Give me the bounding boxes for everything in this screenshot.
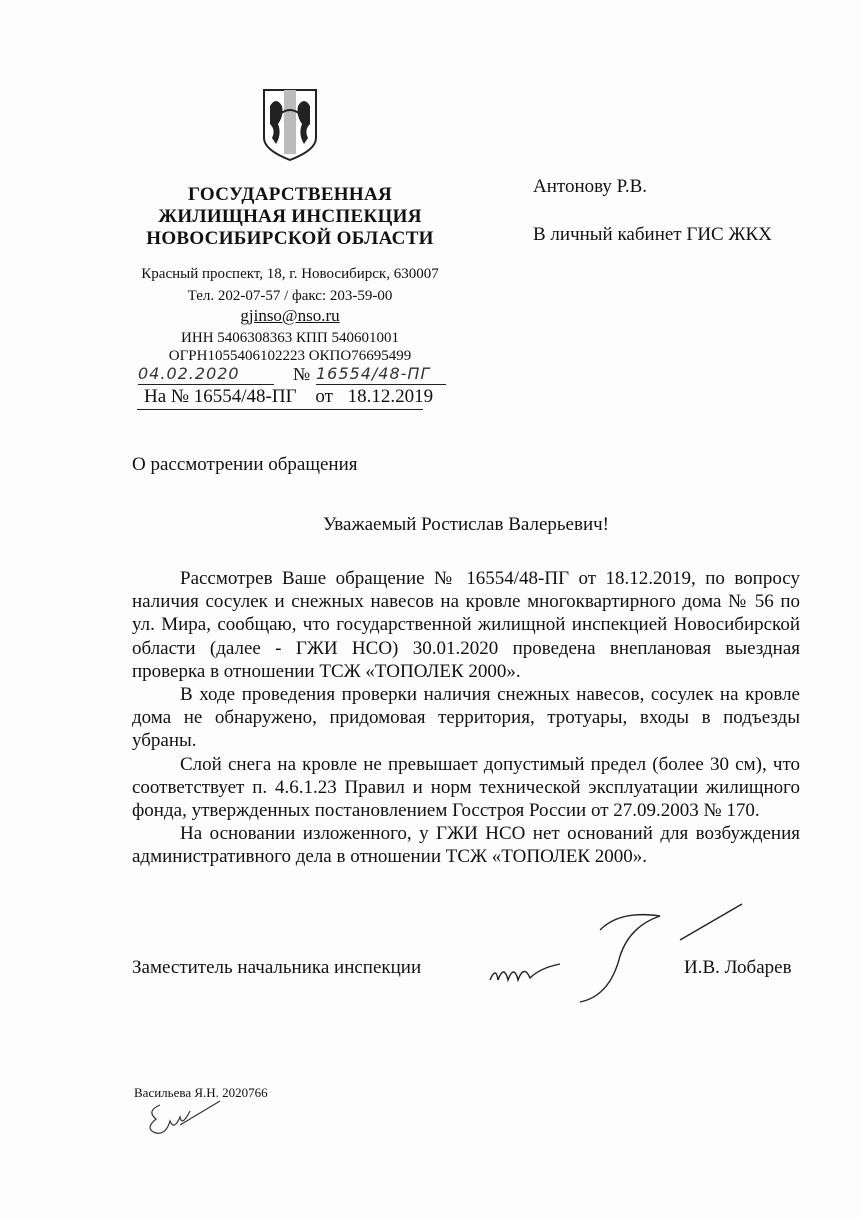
outgoing-date: 04.02.2020 (138, 364, 240, 383)
reply-reference (144, 386, 433, 408)
recipient-name: Антонову Р.В. (533, 176, 648, 197)
subject: О рассмотрении обращения (132, 454, 358, 475)
organization-title (120, 184, 460, 250)
executor-signature-icon (140, 1095, 230, 1145)
divider (137, 409, 423, 410)
signer-name: И.В. Лобарев (684, 957, 792, 978)
reply-number: На № 16554/48-ПГ (144, 386, 297, 407)
reply-date: 18.12.2019 (347, 386, 434, 407)
coat-of-arms-icon (260, 86, 320, 162)
title-line: ГОСУДАРСТВЕННАЯ (188, 184, 392, 205)
paragraph: Слой снега на кровле не превышает допустимый предел (более 30 см), что соответствует п. 4.6.1.23 Правил и норм технической эксплуатации жилищного фонда, утвержденных постановлением Госстроя России от 27.09.2003 № 170. (132, 753, 800, 822)
paragraph: Рассмотрев Ваше обращение № 16554/48-ПГ от 18.12.2019, по вопросу наличия сосулек и снежных навесов на кровле многоквартирного дома № 56 по ул. Мира, сообщаю, что государственной жилищной инспекцией Новосибирской области (далее - ГЖИ НСО) 30.01.2020 проведена внеплановая выездная проверка в отношении ТСЖ «ТОПОЛЕК 2000». (132, 568, 800, 682)
reply-from-label: от (315, 386, 333, 407)
outgoing-number: 16554/48-ПГ (316, 364, 431, 383)
title-line: НОВОСИБИРСКОЙ ОБЛАСТИ (146, 228, 434, 249)
org-inn: ИНН 5406308363 КПП 540601001 (181, 330, 399, 346)
outgoing-date-field (138, 364, 274, 385)
paragraph: На основании изложенного, у ГЖИ НСО нет оснований для возбуждения административного дела в отношении ТСЖ «ТОПОЛЕК 2000». (132, 823, 800, 868)
signer-position: Заместитель начальника инспекции (132, 957, 422, 978)
title-line: ЖИЛИЩНАЯ ИНСПЕКЦИЯ (158, 206, 422, 227)
paragraph: В ходе проведения проверки наличия снежных навесов, сосулек на кровле дома не обнаружено, придомовая территория, тротуары, входы в подъезды убраны. (132, 684, 800, 752)
executor: Васильева Я.Н. 2020766 (134, 1085, 268, 1100)
number-sign: № (293, 364, 311, 384)
org-phone: Тел. 202-07-57 / факс: 203-59-00 (187, 288, 393, 304)
letter-body (132, 567, 800, 869)
org-email[interactable]: gjinso@nso.ru (240, 306, 340, 325)
recipient-channel: В личный кабинет ГИС ЖКХ (533, 224, 772, 245)
outgoing-number-field (316, 364, 446, 385)
org-ogrn: ОГРН1055406102223 ОКПО76695499 (168, 348, 412, 364)
org-address: Красный проспект, 18, г. Новосибирск, 630007 (141, 266, 439, 282)
salutation: Уважаемый Ростислав Валерьевич! (322, 514, 609, 535)
